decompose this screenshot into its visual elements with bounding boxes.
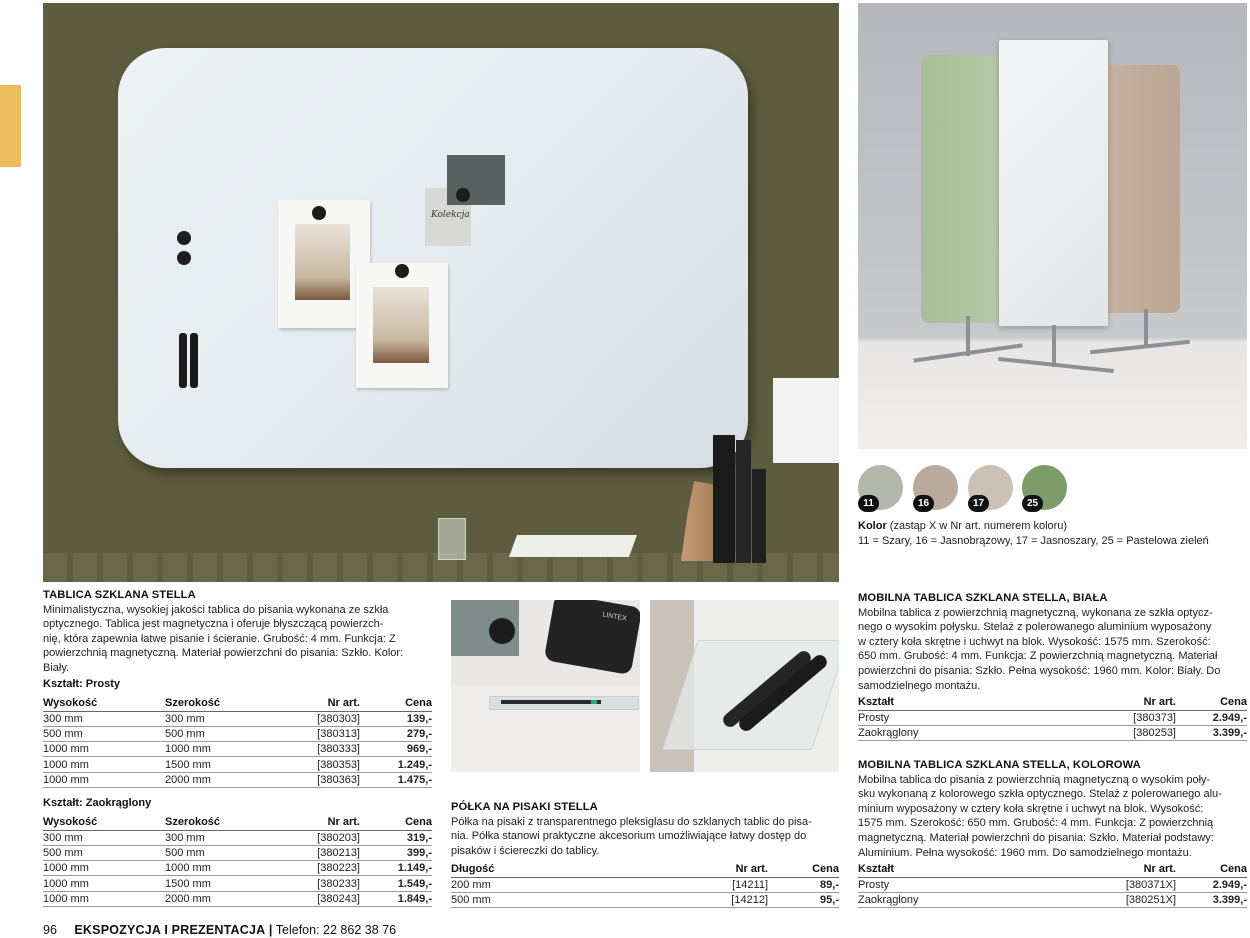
- description-line: magnetyczną. Materiał powierzchni do pisania: Szkło. Materiał podstawy:: [858, 831, 1214, 844]
- table-cell: Prosty: [858, 710, 1058, 725]
- magnet-icon: [489, 618, 515, 644]
- photo-note: Kolekcja: [425, 188, 471, 246]
- column-header: Wysokość: [43, 695, 165, 711]
- stella-title: TABLICA SZKLANA STELLA: [43, 589, 196, 601]
- section-tab-marker: [0, 85, 21, 167]
- description-line: nia. Półka stanowi praktyczne akcesorium umożliwiające łatwy dostęp do: [451, 830, 807, 843]
- table-cell: 969,-: [360, 742, 432, 757]
- table-cell: 1000 mm: [43, 891, 165, 906]
- table-row: [858, 892, 1247, 907]
- table-cell: 2000 mm: [165, 772, 283, 787]
- description-line: powierzchni do pisania: Szkło. Pełna wysokość: 1960 mm. Kolor: Biały. Do: [858, 664, 1221, 677]
- column-header: Cena: [360, 695, 432, 711]
- table-cell: 500 mm: [43, 845, 165, 860]
- description-line: Aluminium. Pełna wysokość: 1960 mm. Do samodzielnego montażu.: [858, 846, 1192, 859]
- page-number: 96: [43, 923, 57, 937]
- column-header: Nr art.: [651, 861, 768, 877]
- mobile-color-title: MOBILNA TABLICA SZKLANA STELLA, KOLOROWA: [858, 759, 1141, 771]
- stella-section: [43, 588, 443, 676]
- table-cell: Zaokrąglony: [858, 892, 1058, 907]
- footer-separator: |: [268, 923, 273, 937]
- table-cell: 1000 mm: [165, 861, 283, 876]
- polka-title: PÓŁKA NA PISAKI STELLA: [451, 801, 598, 813]
- table-cell: [380251X]: [1058, 892, 1176, 907]
- table-cell: 1000 mm: [43, 742, 165, 757]
- description-line: minium wyposażony w cztery koła skrętne i uchwyt na blok. Wysokość:: [858, 802, 1204, 815]
- table-cell: 1.475,-: [360, 772, 432, 787]
- description-line: samodzielnego montażu.: [858, 679, 981, 692]
- table-cell: [380313]: [283, 726, 360, 741]
- table-cell: [380363]: [283, 772, 360, 787]
- table-cell: 300 mm: [165, 711, 283, 726]
- color-legend: 11 = Szary, 16 = Jasnobrązowy, 17 = Jasnoszary, 25 = Pastelowa zieleń: [858, 534, 1209, 547]
- table-cell: 1000 mm: [165, 742, 283, 757]
- table-cell: 1.849,-: [360, 891, 432, 906]
- table-cell: [380303]: [283, 711, 360, 726]
- description-line: Mobilna tablica do pisania z powierzchnią magnetyczną o wysokim poły-: [858, 773, 1211, 786]
- table-row: [43, 726, 432, 741]
- swatch-number: 17: [968, 495, 989, 512]
- stella-group-label-1: Kształt: Prosty: [43, 678, 121, 690]
- photo-pen-tip: [591, 700, 597, 704]
- table-cell: 300 mm: [43, 711, 165, 726]
- table-row: [43, 830, 432, 845]
- table-cell: 300 mm: [43, 830, 165, 845]
- table-cell: 1.149,-: [360, 861, 432, 876]
- table-cell: 300 mm: [165, 830, 283, 845]
- photo-eraser: LINTEX: [544, 600, 640, 675]
- table-cell: 1000 mm: [43, 861, 165, 876]
- color-info: [858, 519, 1248, 548]
- column-header: Wysokość: [43, 814, 165, 830]
- table-cell: [380373]: [1058, 710, 1176, 725]
- polka-section: [451, 800, 846, 858]
- photo-pen-tray-eraser: [451, 600, 640, 772]
- section-name: EKSPOZYCJA I PREZENTACJA: [74, 923, 266, 937]
- table-row: [858, 710, 1247, 725]
- table-cell: 319,-: [360, 830, 432, 845]
- photo-pen-tray-closeup: [650, 600, 839, 772]
- table-cell: [380253]: [1058, 725, 1176, 740]
- table-cell: 89,-: [768, 877, 839, 892]
- photo-marker-2: [190, 333, 198, 388]
- table-row: [451, 892, 839, 907]
- table-row: [43, 891, 432, 906]
- table-cell: 1000 mm: [43, 876, 165, 891]
- photo-panel-green: [921, 55, 1003, 323]
- table-row: [43, 861, 432, 876]
- photo-panel-beige: [1102, 65, 1180, 313]
- table-row: [43, 742, 432, 757]
- table-cell: 200 mm: [451, 877, 651, 892]
- table-cell: Prosty: [858, 877, 1058, 892]
- table-cell: 500 mm: [451, 892, 651, 907]
- description-line: Mobilna tablica z powierzchnią magnetyczną, wykonana ze szkła optycz-: [858, 606, 1213, 619]
- description-line: sku wykonaną z kolorowego szkła optycznego. Stelaż z polerowanego alu-: [858, 788, 1222, 801]
- photo-marker-1: [179, 333, 187, 388]
- magnet-icon: [177, 251, 191, 265]
- mobile-white-title: MOBILNA TABLICA SZKLANA STELLA, BIAŁA: [858, 592, 1108, 604]
- table-cell: 279,-: [360, 726, 432, 741]
- table-cell: [380213]: [283, 845, 360, 860]
- description-line: Minimalistyczna, wysokiej jakości tablica do pisania wykonana ze szkła: [43, 603, 389, 616]
- table-cell: [380243]: [283, 891, 360, 906]
- table-cell: 399,-: [360, 845, 432, 860]
- table-cell: 139,-: [360, 711, 432, 726]
- table-cell: 1000 mm: [43, 757, 165, 772]
- color-swatch: [913, 465, 958, 510]
- photo-books-2: [736, 440, 751, 563]
- polka-table: [451, 861, 839, 908]
- description-line: Biały.: [43, 661, 70, 674]
- column-header: Cena: [360, 814, 432, 830]
- color-swatch: [858, 465, 903, 510]
- description-line: nię, która zapewnia łatwe pisanie i ścieranie. Grubość: 4 mm. Funkcja: Z: [43, 632, 396, 645]
- table-row: [43, 845, 432, 860]
- table-cell: 500 mm: [165, 845, 283, 860]
- table-cell: 3.399,-: [1176, 892, 1247, 907]
- photo-glass-board-stella: [43, 3, 839, 582]
- description-line: Półka na pisaki z transparentnego pleksiglasu do szklanych tablic do pisa-: [451, 815, 812, 828]
- photo-glass: [438, 518, 466, 560]
- column-header: Szerokość: [165, 695, 283, 711]
- photo-pen: [501, 700, 601, 704]
- table-row: [43, 772, 432, 787]
- table-cell: 2.949,-: [1176, 877, 1247, 892]
- photo-books-1: [713, 435, 735, 563]
- photo-mobile-boards: [858, 3, 1247, 449]
- photo-leg: [1090, 340, 1190, 354]
- table-cell: 2.949,-: [1176, 710, 1247, 725]
- column-header: Kształt: [858, 861, 1058, 877]
- mobile-white-section: [858, 591, 1250, 693]
- description-line: nego o wysokim połysku. Stelaż z polerowanego aluminium wyposażony: [858, 621, 1212, 634]
- phone-number: Telefon: 22 862 38 76: [275, 923, 397, 937]
- stella-table-rounded: [43, 814, 432, 907]
- table-cell: 3.399,-: [1176, 725, 1247, 740]
- swatch-number: 25: [1022, 495, 1043, 512]
- table-row: [858, 725, 1247, 740]
- magnet-icon: [456, 188, 470, 202]
- table-cell: 95,-: [768, 892, 839, 907]
- description-line: 650 mm. Grubość: 4 mm. Funkcja: Z powierzchnią magnetyczną. Materiał: [858, 650, 1218, 663]
- table-cell: 1500 mm: [165, 757, 283, 772]
- stella-group-label-2: Kształt: Zaokrąglony: [43, 797, 152, 809]
- table-row: [451, 877, 839, 892]
- color-swatch: [1022, 465, 1067, 510]
- table-cell: [380233]: [283, 876, 360, 891]
- photo-panel-white: [999, 40, 1108, 326]
- photo-books-3: [752, 469, 766, 563]
- table-row: [858, 877, 1247, 892]
- column-header: Szerokość: [165, 814, 283, 830]
- swatch-number: 16: [913, 495, 934, 512]
- column-header: Cena: [768, 861, 839, 877]
- magnet-icon: [312, 206, 326, 220]
- mobile-color-section: [858, 758, 1250, 860]
- description-line: w cztery koła skrętne i uchwyt na blok. Wysokość: 1575 mm. Szerokość:: [858, 635, 1211, 648]
- description-line: 1575 mm. Szerokość: 650 mm. Grubość: 4 mm. Funkcja: Z powierzchnią: [858, 817, 1214, 830]
- page-footer: [43, 923, 396, 937]
- column-header: Kształt: [858, 694, 1058, 710]
- table-cell: 1.549,-: [360, 876, 432, 891]
- photo-board: [118, 48, 748, 468]
- column-header: Nr art.: [283, 695, 360, 711]
- table-row: [43, 711, 432, 726]
- photo-leg: [998, 357, 1114, 373]
- color-title: Kolor: [858, 520, 887, 532]
- column-header: Nr art.: [1058, 694, 1176, 710]
- photo-card-2: [356, 263, 448, 388]
- table-row: [43, 757, 432, 772]
- polka-description: [451, 815, 846, 859]
- swatch-number: 11: [858, 495, 879, 512]
- table-cell: 500 mm: [165, 726, 283, 741]
- table-cell: [14211]: [651, 877, 768, 892]
- stella-table-straight: [43, 695, 432, 788]
- mobile-color-description: [858, 773, 1250, 861]
- mobile-white-description: [858, 606, 1250, 694]
- photo-leg: [1144, 309, 1148, 345]
- table-cell: 1000 mm: [43, 772, 165, 787]
- table-cell: [380371X]: [1058, 877, 1176, 892]
- photo-leg: [1052, 325, 1056, 367]
- magnet-icon: [177, 231, 191, 245]
- color-swatch: [968, 465, 1013, 510]
- table-cell: [14212]: [651, 892, 768, 907]
- photo-side-box: [773, 378, 839, 463]
- table-cell: 500 mm: [43, 726, 165, 741]
- table-cell: 1.249,-: [360, 757, 432, 772]
- photo-open-book: [509, 535, 637, 557]
- description-line: optycznego. Tablica jest magnetyczna i oferuje błyszczącą powierzch-: [43, 618, 384, 631]
- column-header: Cena: [1176, 694, 1247, 710]
- description-line: powierzchnią magnetyczną. Materiał powierzchni do pisania: Szkło. Kolor:: [43, 647, 404, 660]
- table-cell: 1500 mm: [165, 876, 283, 891]
- column-header: Nr art.: [283, 814, 360, 830]
- column-header: Cena: [1176, 861, 1247, 877]
- table-cell: [380353]: [283, 757, 360, 772]
- table-cell: [380333]: [283, 742, 360, 757]
- table-cell: Zaokrąglony: [858, 725, 1058, 740]
- table-cell: [380203]: [283, 830, 360, 845]
- mobile-color-table: [858, 861, 1247, 908]
- magnet-icon: [395, 264, 409, 278]
- column-header: Nr art.: [1058, 861, 1176, 877]
- table-cell: [380223]: [283, 861, 360, 876]
- color-note: (zastąp X w Nr art. numerem koloru): [889, 520, 1068, 532]
- table-row: [43, 876, 432, 891]
- mobile-white-table: [858, 694, 1247, 741]
- table-cell: 2000 mm: [165, 891, 283, 906]
- description-line: pisaków i ścierеczki do tablicy.: [451, 844, 600, 857]
- stella-description: [43, 603, 443, 676]
- column-header: Długość: [451, 861, 651, 877]
